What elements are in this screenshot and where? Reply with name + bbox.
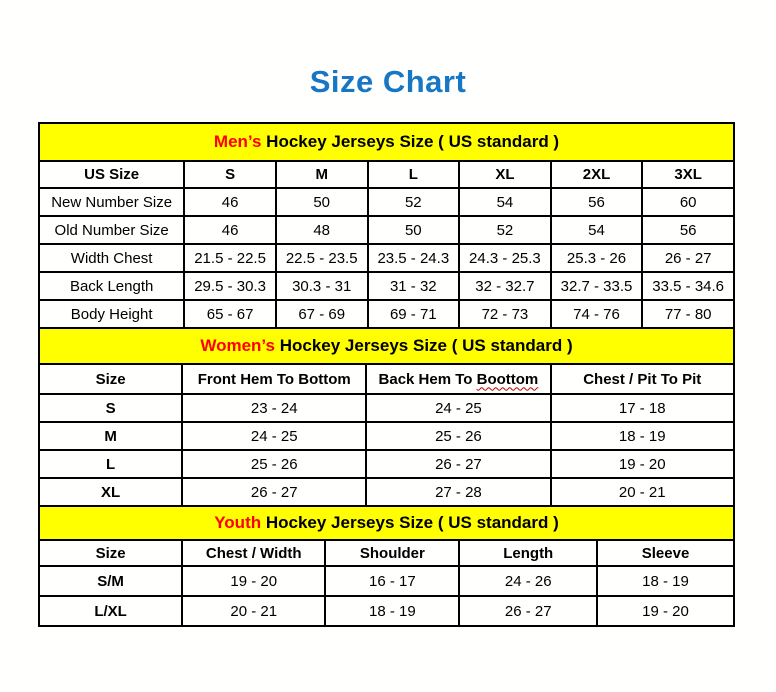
value-cell: 25.3 - 26 [551, 244, 643, 272]
value-cell: 74 - 76 [551, 300, 643, 328]
value-cell: 32.7 - 33.5 [551, 272, 643, 300]
row-label: S [39, 394, 182, 422]
youth-column-header-row [39, 540, 734, 566]
womens-size-table [38, 327, 735, 507]
mens-section-header-rest: Hockey Jerseys Size ( US standard ) [261, 132, 560, 151]
youth-section-header [39, 506, 734, 540]
row-label: L/XL [39, 596, 182, 626]
column-header: S [184, 161, 276, 188]
value-cell: 24 - 25 [366, 394, 550, 422]
table-row [39, 216, 734, 244]
value-cell: 25 - 26 [182, 450, 366, 478]
womens-column-header-row [39, 364, 734, 394]
value-cell: 33.5 - 34.6 [642, 272, 734, 300]
row-label: Body Height [39, 300, 184, 328]
table-row [39, 566, 734, 596]
table-row [39, 394, 734, 422]
value-cell: 26 - 27 [459, 596, 597, 626]
page-title: Size Chart [309, 64, 467, 99]
table-row [39, 422, 734, 450]
column-header: XL [459, 161, 551, 188]
value-cell: 22.5 - 23.5 [276, 244, 368, 272]
youth-section-row [39, 506, 734, 540]
value-cell: 77 - 80 [642, 300, 734, 328]
row-label: New Number Size [39, 188, 184, 216]
youth-section-header-rest: Hockey Jerseys Size ( US standard ) [261, 513, 559, 532]
mens-column-header-row [39, 161, 734, 188]
value-cell: 26 - 27 [642, 244, 734, 272]
value-cell: 19 - 20 [597, 596, 734, 626]
value-cell: 19 - 20 [182, 566, 325, 596]
row-label: Old Number Size [39, 216, 184, 244]
table-row [39, 478, 734, 506]
value-cell: 50 [276, 188, 368, 216]
column-header: Front Hem To Bottom [182, 364, 366, 394]
table-row [39, 596, 734, 626]
value-cell: 48 [276, 216, 368, 244]
value-cell: 31 - 32 [368, 272, 460, 300]
column-header: L [368, 161, 460, 188]
value-cell: 20 - 21 [182, 596, 325, 626]
value-cell: 23.5 - 24.3 [368, 244, 460, 272]
value-cell: 67 - 69 [276, 300, 368, 328]
value-cell: 32 - 32.7 [459, 272, 551, 300]
row-label: Back Length [39, 272, 184, 300]
column-header: Chest / Pit To Pit [551, 364, 735, 394]
value-cell: 26 - 27 [182, 478, 366, 506]
value-cell: 24 - 25 [182, 422, 366, 450]
value-cell: 60 [642, 188, 734, 216]
womens-section-header-red: Women’s [200, 336, 275, 355]
womens-section-row [39, 328, 734, 364]
value-cell: 72 - 73 [459, 300, 551, 328]
column-header: Size [39, 540, 182, 566]
value-cell: 21.5 - 22.5 [184, 244, 276, 272]
column-header: M [276, 161, 368, 188]
value-cell: 52 [459, 216, 551, 244]
column-header-text: Back Hem To [378, 370, 477, 388]
value-cell: 46 [184, 188, 276, 216]
misspelled-word: Boottom [476, 370, 539, 388]
womens-section-header-rest: Hockey Jerseys Size ( US standard ) [274, 336, 573, 355]
table-row [39, 244, 734, 272]
row-label: M [39, 422, 182, 450]
value-cell: 29.5 - 30.3 [184, 272, 276, 300]
value-cell: 26 - 27 [366, 450, 550, 478]
value-cell: 27 - 28 [366, 478, 550, 506]
value-cell: 52 [368, 188, 460, 216]
value-cell: 30.3 - 31 [276, 272, 368, 300]
column-header: Size [39, 364, 182, 394]
row-label: Width Chest [39, 244, 184, 272]
row-label: S/M [39, 566, 182, 596]
column-header: 3XL [642, 161, 734, 188]
value-cell: 65 - 67 [184, 300, 276, 328]
mens-section-header [39, 123, 734, 161]
mens-section-header-red: Men’s [213, 132, 262, 151]
value-cell: 23 - 24 [182, 394, 366, 422]
row-label: XL [39, 478, 182, 506]
column-header-back-hem [366, 364, 550, 394]
value-cell: 46 [184, 216, 276, 244]
value-cell: 19 - 20 [551, 450, 735, 478]
value-cell: 50 [368, 216, 460, 244]
column-header: 2XL [551, 161, 643, 188]
value-cell: 56 [642, 216, 734, 244]
column-header: Chest / Width [182, 540, 325, 566]
value-cell: 18 - 19 [551, 422, 735, 450]
value-cell: 25 - 26 [366, 422, 550, 450]
value-cell: 17 - 18 [551, 394, 735, 422]
table-row [39, 272, 734, 300]
value-cell: 24.3 - 25.3 [459, 244, 551, 272]
value-cell: 18 - 19 [325, 596, 459, 626]
value-cell: 16 - 17 [325, 566, 459, 596]
value-cell: 20 - 21 [551, 478, 735, 506]
mens-size-table [38, 122, 735, 329]
youth-size-table [38, 505, 735, 627]
table-row [39, 300, 734, 328]
womens-section-header [39, 328, 734, 364]
value-cell: 69 - 71 [368, 300, 460, 328]
value-cell: 54 [551, 216, 643, 244]
column-header: Sleeve [597, 540, 734, 566]
value-cell: 24 - 26 [459, 566, 597, 596]
column-header: Length [459, 540, 597, 566]
row-label: L [39, 450, 182, 478]
table-row [39, 450, 734, 478]
table-row [39, 188, 734, 216]
value-cell: 54 [459, 188, 551, 216]
mens-section-row [39, 123, 734, 161]
value-cell: 18 - 19 [597, 566, 734, 596]
column-header: Shoulder [325, 540, 459, 566]
size-chart-tables [38, 122, 735, 627]
value-cell: 56 [551, 188, 643, 216]
youth-section-header-red: Youth [214, 513, 262, 532]
column-header: US Size [39, 161, 184, 188]
